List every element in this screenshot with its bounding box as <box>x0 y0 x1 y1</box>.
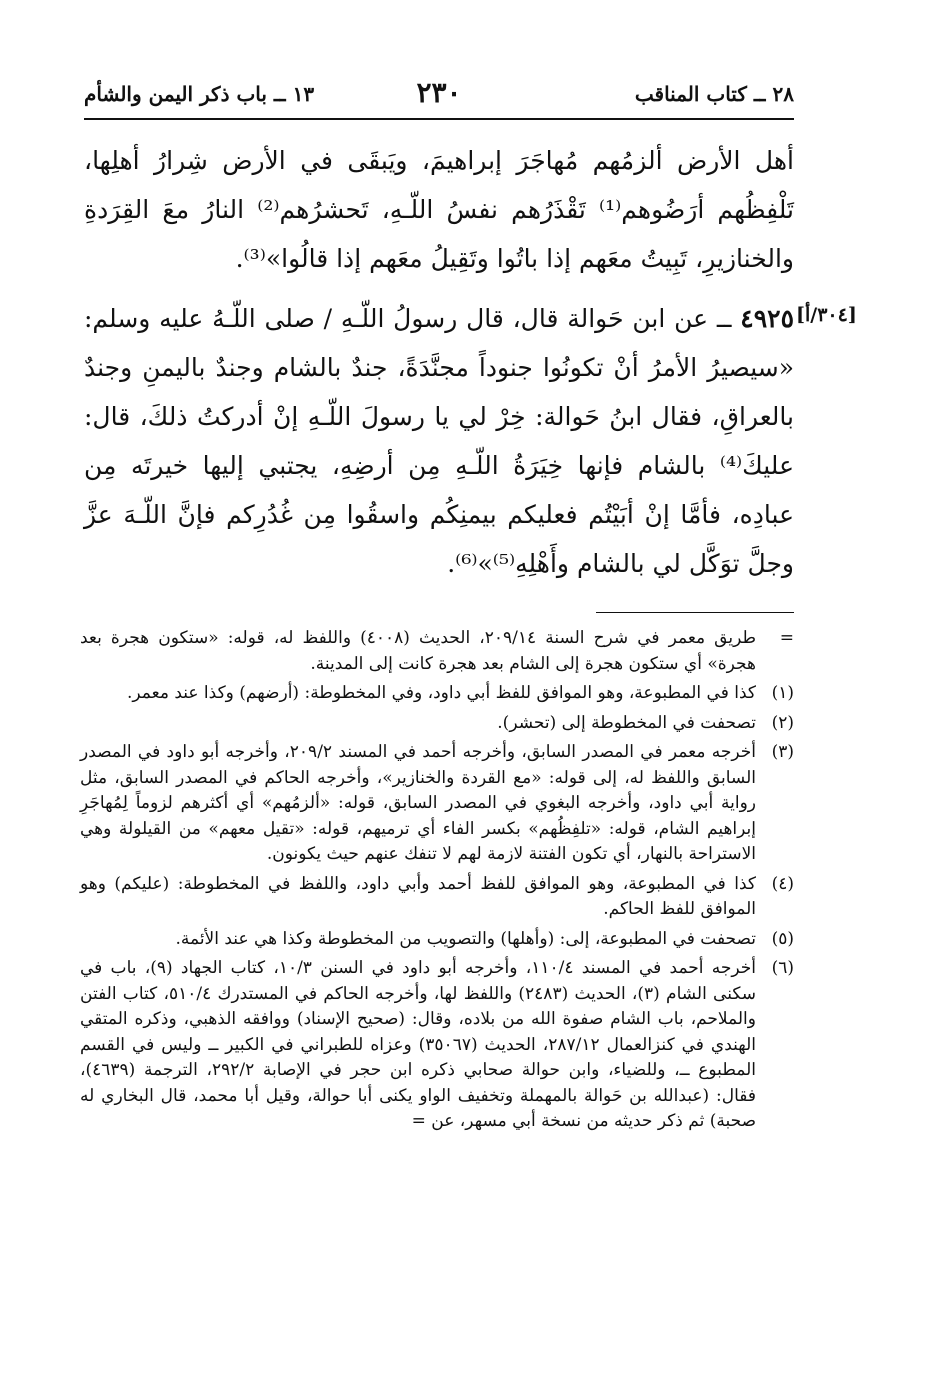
chapter-title: ٢٨ ــ كتاب المناقب <box>634 82 794 106</box>
footnote-item <box>80 872 794 923</box>
footnote-mark: (١) <box>771 683 794 703</box>
footnote-mark: = <box>779 628 794 648</box>
footnote-separator <box>596 612 794 613</box>
footnote-text: كذا في المطبوعة، وهو الموافق للفظ أبي داود، وفي المخطوطة: (أرضهم) وكذا عند معمر. <box>127 683 756 703</box>
footnote-item <box>80 626 794 677</box>
footnote-item <box>80 681 794 707</box>
section-title: ١٣ ــ باب ذكر اليمن والشأم <box>84 82 315 106</box>
footnote-item <box>80 956 794 1135</box>
footnote-mark: (٢) <box>771 712 794 733</box>
footnote-mark: (٦) <box>771 958 794 978</box>
footnote-item <box>80 740 794 868</box>
hadith-text: ــ عن ابن حَوالة قال، قال رسولُ اللّـهِ / صلى اللّـهُ عليه وسلم: «سيصيرُ الأمرُ أنْ تكونُوا جنوداً مجنَّدَةً، جندٌ بالشام وجندٌ باليمنِ وجندٌ بالعراقِ، فقال ابنُ حَوالة: خِرْ لي يا رسولَ اللّـهِ إنْ أدركتُ ذلكَ، قال: عليكَ⁽⁴⁾ بالشام فإنها خِيَرَةُ اللّـهِ مِن أرضِهِ، يجتبي إليها خيرتَه مِن عبادِه، فأمَّا إنْ أبَيْتُم فعليكم بيمنِكُم واسقُوا مِن غُدُرِكم فإنَّ اللّـهَ عزَّ وجلَّ توَكَّل لي بالشام وأَهْلِهِ⁽⁵⁾»⁽⁶⁾. <box>84 304 794 578</box>
footnote-mark: (٣) <box>771 742 794 762</box>
footnote-text: كذا في المطبوعة، وهو الموافق للفظ أحمد وأبي داود، واللفظ في المخطوطة: (عليكم) وهو الموافق للفظ الحاكم. <box>80 873 757 919</box>
manuscript-folio-ref: [٣٠٤/أ] <box>796 304 857 326</box>
footnote-text: أخرجه أحمد في المسند ١١٠/٤، وأخرجه أبو داود في السنن ١٠/٣، كتاب الجهاد (٩)، باب في سكنى الشام (٣)، الحديث (٢٤٨٣) واللفظ لها، وأخرجه الحاكم في المستدرك ٥١٠/٤، كتاب الفتن والملاحم، باب الشام صفوة الله من بلاده، وقال: (صحيح الإسناد) ووافقه الذهبي، وذكره المتقي الهندي في كنزالعمال ٢٨٧/١٢، الحديث (٣٥٠٦٧) وعزاه للطبراني في الكبير ــ وليس في القسم المطبوع ــ، وللضياء، وابن حوالة صحابي ذكره ابن حجر في الإصابة ٢٩٢/٢، الترجمة (٤٦٣٩)، فقال: (عبدالله بن حَوالة بالمهملة وتخفيف الواو يكنى أبا حوالة، وقيل أبا محمد، قال البخاري له صحبة) ثم ذكر حديثه من نسخة أبي مسهر، عن = <box>80 958 757 1131</box>
footnotes <box>80 626 794 1135</box>
page-number: ٢٣٠ <box>416 76 462 109</box>
footnote-text: تصحفت في المخطوطة إلى (تحشر). <box>497 712 756 733</box>
text-continuation: أهل الأرض ألزمُهم مُهاجَرَ إبراهيمَ، ويَبقَى في الأرض شِرارُ أهلِها، تَلْفِظُهم أرَضُوهم⁽¹⁾ تَقْذَرُهم نفسُ اللّـهِ، تَحشرُهم⁽²⁾ النارُ معَ القِرَدةِ والخنازيرِ، تَبِيتُ معَهم إذا باتُوا وتَقِيلُ معَهم إذا قالُوا»⁽³⁾. <box>84 146 794 273</box>
footnote-item <box>80 927 794 953</box>
footnote-item <box>80 711 794 737</box>
hadith-paragraph <box>84 294 794 588</box>
header-rule <box>84 118 794 120</box>
footnote-text: تصحفت في المطبوعة، إلى: (وأهلها) والتصويب من المخطوطة وكذا هي عند الأئمة. <box>175 928 756 949</box>
page-header <box>84 78 794 116</box>
footnote-mark: (٥) <box>771 928 794 949</box>
footnote-text: أخرجه معمر في المصدر السابق، وأخرجه أحمد في المسند ٢٠٩/٢، وأخرجه أبو داود في المصدر السابق واللفظ له، إلى قوله: «مع القردة والخنازير»، وأخرجه الحاكم في المصدر السابق، مثل رواية أبي داود، وأخرجه البغوي في المصدر السابق، قوله: «ألزمُهم» أي أكثرهم لزوماً لِمُهاجَرِ إبراهيم الشام، قوله: «تلفِظُهم» بكسر الفاء أي ترميهم، قوله: «تقيل معهم» من القيلولة وهي الاستراحة بالنهار، أي تكون الفتنة لازمة لهم لا تنفك عنهم حيث يكونون. <box>80 742 756 864</box>
footnote-text: طريق معمر في شرح السنة ٢٠٩/١٤، الحديث (٤٠٠٨) واللفظ له، قوله: «ستكون هجرة بعد هجرة» أي ستكون هجرة إلى الشام بعد هجرة كانت إلى المدينة. <box>80 628 757 674</box>
hadith-number: ٤٩٢٥ <box>740 304 794 333</box>
footnote-mark: (٤) <box>771 873 794 894</box>
